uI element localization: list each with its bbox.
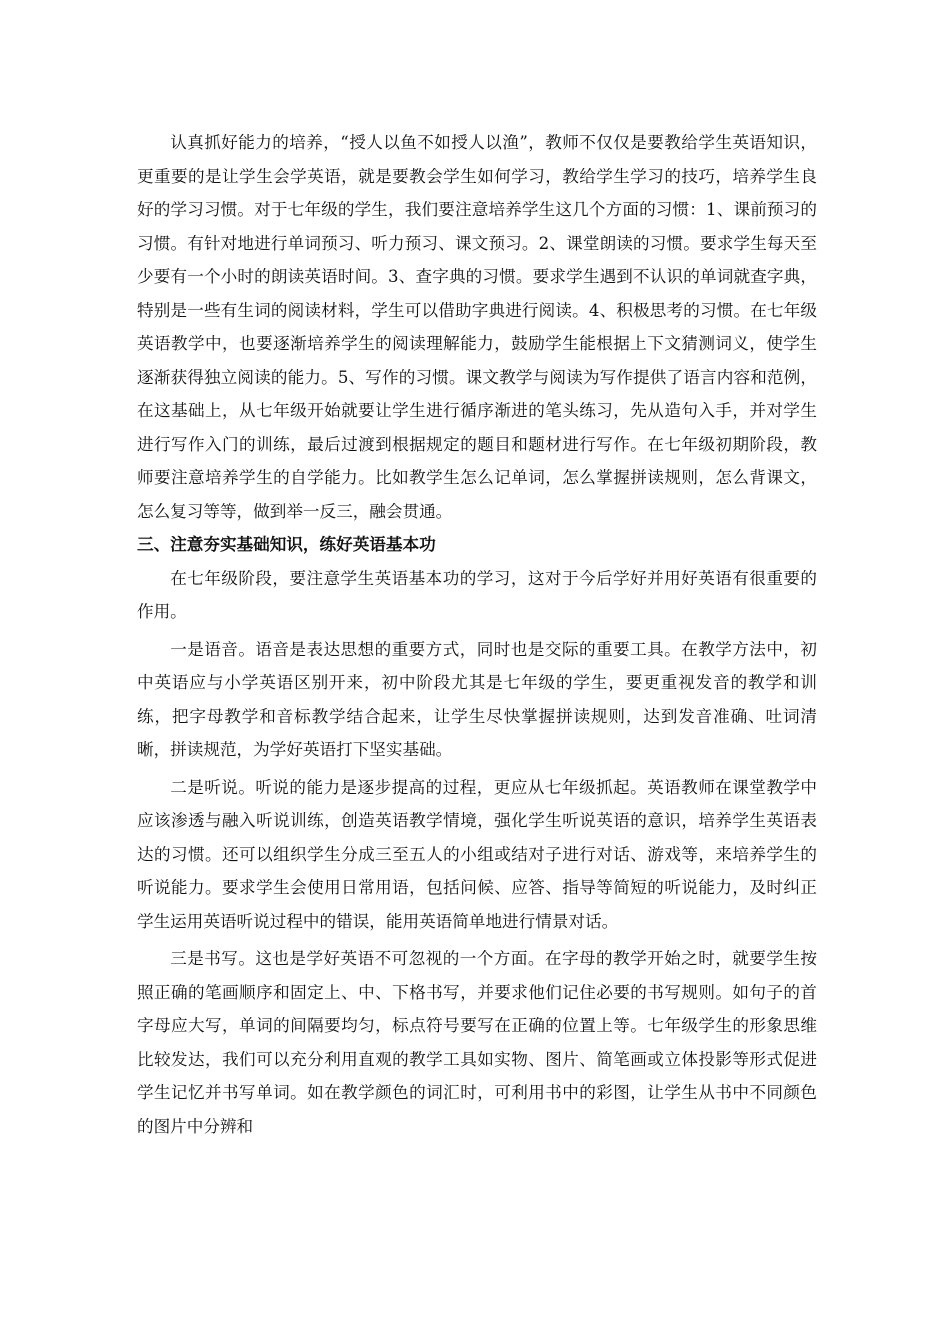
paragraph-listening-speaking: 二是听说。听说的能力是逐步提高的过程，更应从七年级抓起。英语教师在课堂教学中应该渗透与融入听说训练，创造英语教学情境，强化学生听说英语的意识，培养学生英语表达的习惯。还可以组织学生分成三至五人的小组或结对子进行对话、游戏等，来培养学生的听说能力。要求学生会使用日常用语，包括问候、应答、指导等简短的听说能力，及时纠正学生运用英语听说过程中的错误，能用英语简单地进行情景对话。	[137, 777, 817, 931]
paragraph-habits: 认真抓好能力的培养，“授人以鱼不如授人以渔”，教师不仅仅是要教给学生英语知识，更重要的是让学生会学英语，就是要教会学生如何学习，教给学生学习的技巧，培养学生良好的学习习惯。对于七年级的学生，我们要注意培养学生这几个方面的习惯：1、课前预习的习惯。有针对地进行单词预习、听力预习、课文预习。2、课堂朗读的习惯。要求学生每天至少要有一个小时的朗读英语时间。3、查字典的习惯。要求学生遇到不认识的单词就查字典，特别是一些有生词的阅读材料，学生可以借助字典进行阅读。4、积极思考的习惯。在七年级英语教学中，也要逐渐培养学生的阅读理解能力，鼓励学生能根据上下文猜测词义，使学生逐渐获得独立阅读的能力。5、写作的习惯。课文教学与阅读为写作提供了语言内容和范例，在这基础上，从七年级开始就要让学生进行循序渐进的笔头练习，先从造句入手，并对学生进行写作入门的训练，最后过渡到根据规定的题目和题材进行写作。在七年级初期阶段，教师要注意培养学生的自学能力。比如教学生怎么记单词，怎么掌握拼读规则，怎么背课文，怎么复习等等，做到举一反三，融会贯通。	[137, 133, 817, 521]
section-heading: 三、注意夯实基础知识，练好英语基本功	[137, 535, 436, 554]
paragraph-basics-intro: 在七年级阶段，要注意学生英语基本功的学习，这对于今后学好并用好英语有很重要的作用。	[137, 568, 817, 621]
paragraph-pronunciation: 一是语音。语音是表达思想的重要方式，同时也是交际的重要工具。在教学方法中，初中英语应与小学英语区别开来，初中阶段尤其是七年级的学生，要更重视发音的教学和训练，把字母教学和音标教学结合起来，让学生尽快掌握拼读规则，达到发音准确、吐词清晰，拼读规范，为学好英语打下坚实基础。	[137, 639, 817, 759]
document-page	[137, 126, 817, 1143]
paragraph-writing: 三是书写。这也是学好英语不可忽视的一个方面。在字母的教学开始之时，就要学生按照正确的笔画顺序和固定上、中、下格书写，并要求他们记住必要的书写规则。如句子的首字母应大写，单词的间隔要均匀，标点符号要写在正确的位置上等。七年级学生的形象思维比较发达，我们可以充分利用直观的教学工具如实物、图片、简笔画或立体投影等形式促进学生记忆并书写单词。如在教学颜色的词汇时，可利用书中的彩图，让学生从书中不同颜色的图片中分辨和	[137, 949, 817, 1136]
